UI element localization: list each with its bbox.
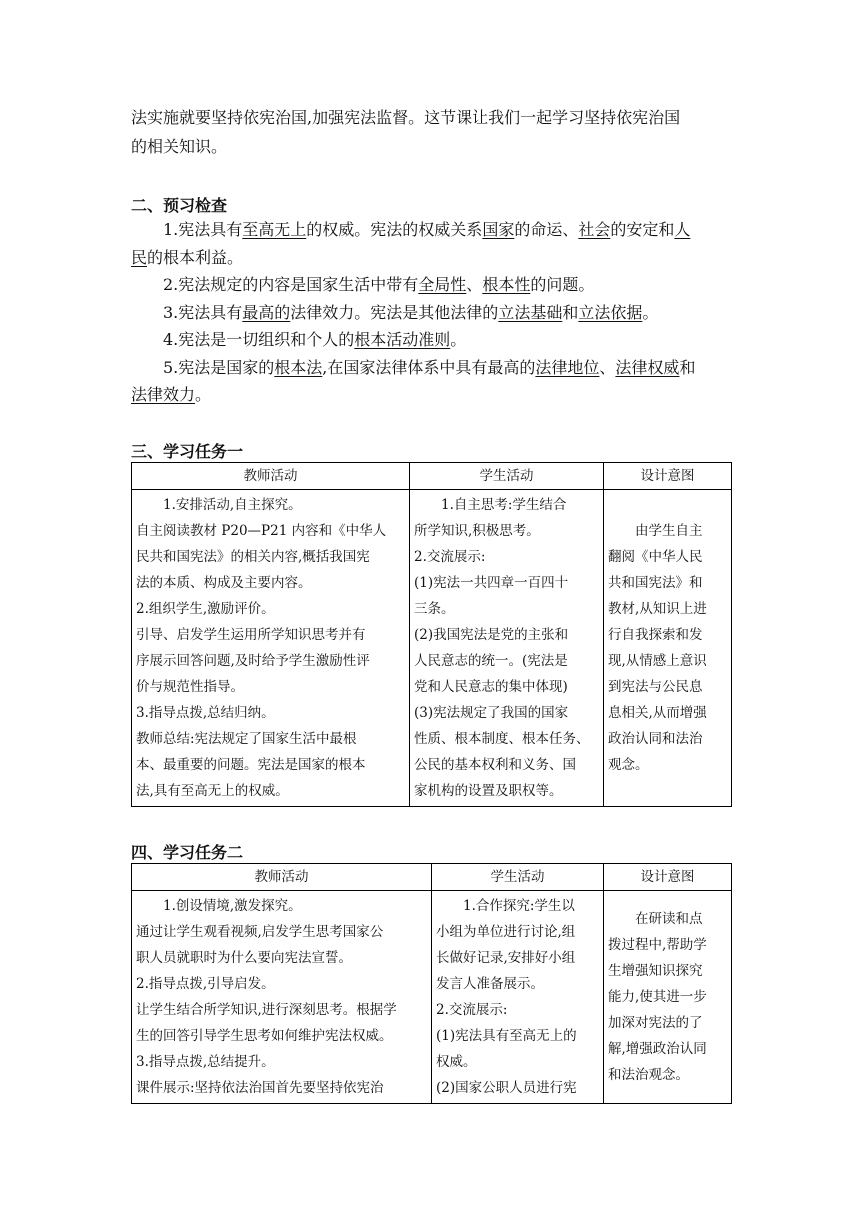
header-student: 学生活动 — [410, 462, 604, 489]
table-row — [132, 890, 732, 1103]
header-teacher: 教师活动 — [132, 462, 410, 489]
cell-line: 共和国宪法》和 — [608, 574, 703, 591]
cell-line: (1)宪法一共四章一百四十 — [414, 574, 569, 591]
cell-line: 解,增强政治认同 — [608, 1040, 707, 1057]
cell-line: 息相关,从而增强 — [608, 704, 707, 721]
cell-line: 教师总结:宪法规定了国家生活中最根 — [136, 730, 357, 747]
cell-line: 通过让学生观看视频,启发学生思考国家公 — [136, 923, 384, 940]
cell-line: (2)国家公职人员进行宪 — [436, 1079, 577, 1096]
cell-line: (3)宪法规定了我国的国家 — [414, 704, 569, 721]
cell-line: 法的本质、构成及主要内容。 — [136, 574, 312, 591]
section-heading-task1: 三、学习任务一 — [131, 441, 244, 461]
cell-line: 价与规范性指导。 — [136, 678, 244, 695]
cell-line: (2)我国宪法是党的主张和 — [414, 626, 569, 643]
table-header-row — [132, 462, 732, 489]
preview-item-5: 5.宪法是国家的根本法,在国家法律体系中具有最高的法律地位、法律权威和 — [163, 357, 696, 377]
cell-line: 人民意志的统一。(宪法是 — [414, 652, 568, 669]
intro-line: 的相关知识。 — [131, 137, 228, 156]
cell-line: 小组为单位进行讨论,组 — [436, 923, 576, 940]
student-activity-cell — [410, 489, 604, 806]
preview-item-4: 4.宪法是一切组织和个人的根本活动准则。 — [163, 330, 467, 349]
task2-table — [131, 863, 732, 1104]
student-activity-cell — [432, 890, 604, 1103]
table-header-row — [132, 863, 732, 890]
preview-list — [131, 216, 731, 409]
preview-item-1-cont: 民的根本利益。 — [131, 247, 244, 267]
preview-item-3: 3.宪法具有最高的法律效力。宪法是其他法律的立法基础和立法依据。 — [163, 302, 659, 322]
cell-line: (1)宪法具有至高无上的 — [436, 1027, 577, 1044]
cell-line: 教材,从知识上进 — [608, 600, 707, 617]
preview-item-1: 1.宪法具有至高无上的权威。宪法的权威关系国家的命运、社会的安定和人 — [163, 220, 691, 239]
cell-line: 由学生自主 — [635, 522, 703, 539]
cell-line: 政治认同和法治 — [608, 730, 703, 747]
preview-item-2: 2.宪法规定的内容是国家生活中带有全局性、根本性的问题。 — [163, 275, 595, 294]
teacher-activity-cell — [132, 890, 432, 1103]
cell-line: 性质、根本制度、根本任务、 — [414, 730, 590, 747]
design-intent-cell — [604, 489, 732, 806]
header-intent: 设计意图 — [604, 863, 732, 890]
cell-line: 到宪法与公民息 — [608, 678, 703, 695]
cell-line: 权威。 — [436, 1053, 477, 1070]
cell-line: 1.创设情境,激发探究。 — [163, 897, 302, 914]
cell-line: 自主阅读教材 P20—P21 内容和《中华人 — [136, 522, 387, 539]
cell-line: 所学知识,积极思考。 — [414, 522, 540, 539]
cell-line: 加深对宪法的了 — [608, 1014, 703, 1031]
teacher-activity-cell — [132, 489, 410, 806]
cell-line: 3.指导点拨,总结归纳。 — [136, 704, 275, 721]
cell-line: 现,从情感上意识 — [608, 652, 707, 669]
cell-line: 民共和国宪法》的相关内容,概括我国宪 — [136, 548, 370, 565]
cell-line: 法,具有至高无上的权威。 — [136, 782, 289, 799]
section-heading-task2: 四、学习任务二 — [131, 842, 244, 862]
cell-line: 2.交流展示: — [414, 548, 486, 565]
intro-line: 法实施就要坚持依宪治国,加强宪法监督。这节课让我们一起学习坚持依宪治国 — [131, 108, 681, 127]
cell-line: 2.交流展示: — [436, 1001, 508, 1018]
cell-line: 三条。 — [414, 600, 455, 617]
cell-line: 2.指导点拨,引导启发。 — [136, 975, 275, 992]
cell-line: 能力,使其进一步 — [608, 988, 707, 1005]
task1-table — [131, 462, 732, 807]
cell-line: 生的回答引导学生思考如何维护宪法权威。 — [136, 1027, 393, 1044]
cell-line: 1.自主思考:学生结合 — [441, 496, 567, 513]
cell-line: 和法治观念。 — [608, 1066, 689, 1083]
cell-line: 让学生结合所学知识,进行深刻思考。根据学 — [136, 1001, 397, 1018]
cell-line: 发言人准备展示。 — [436, 975, 544, 992]
cell-line: 长做好记录,安排好小组 — [436, 949, 576, 966]
cell-line: 党和人民意志的集中体现) — [414, 678, 568, 695]
cell-line: 2.组织学生,激励评价。 — [136, 600, 275, 617]
cell-line: 序展示回答问题,及时给予学生激励性评 — [136, 652, 370, 669]
cell-line: 课件展示:坚持依法治国首先要坚持依宪治 — [136, 1079, 384, 1096]
cell-line: 家机构的设置及职权等。 — [414, 782, 563, 799]
intro-paragraph — [131, 103, 731, 161]
cell-line: 拨过程中,帮助学 — [608, 936, 707, 953]
cell-line: 生增强知识探究 — [608, 962, 703, 979]
cell-line: 公民的基本权利和义务、国 — [414, 756, 576, 773]
design-intent-cell — [604, 890, 732, 1103]
preview-item-5-cont: 法律效力。 — [131, 385, 212, 404]
header-teacher: 教师活动 — [132, 863, 432, 890]
header-student: 学生活动 — [432, 863, 604, 890]
table-row — [132, 489, 732, 806]
header-intent: 设计意图 — [604, 462, 732, 489]
cell-line: 3.指导点拨,总结提升。 — [136, 1053, 275, 1070]
cell-line: 引导、启发学生运用所学知识思考并有 — [136, 626, 366, 643]
cell-line: 观念。 — [608, 756, 649, 773]
cell-line: 行自我探索和发 — [608, 626, 703, 643]
document-page — [131, 103, 731, 1104]
cell-line: 1.合作探究:学生以 — [463, 897, 575, 914]
section-heading-preview: 二、预习检查 — [131, 196, 228, 215]
cell-line: 职人员就职时为什么要向宪法宣誓。 — [136, 949, 352, 966]
cell-line: 本、最重要的问题。宪法是国家的根本 — [136, 756, 366, 773]
cell-line: 翻阅《中华人民 — [608, 548, 703, 565]
cell-line: 1.安排活动,自主探究。 — [163, 496, 302, 513]
cell-line: 在研读和点 — [635, 910, 703, 927]
